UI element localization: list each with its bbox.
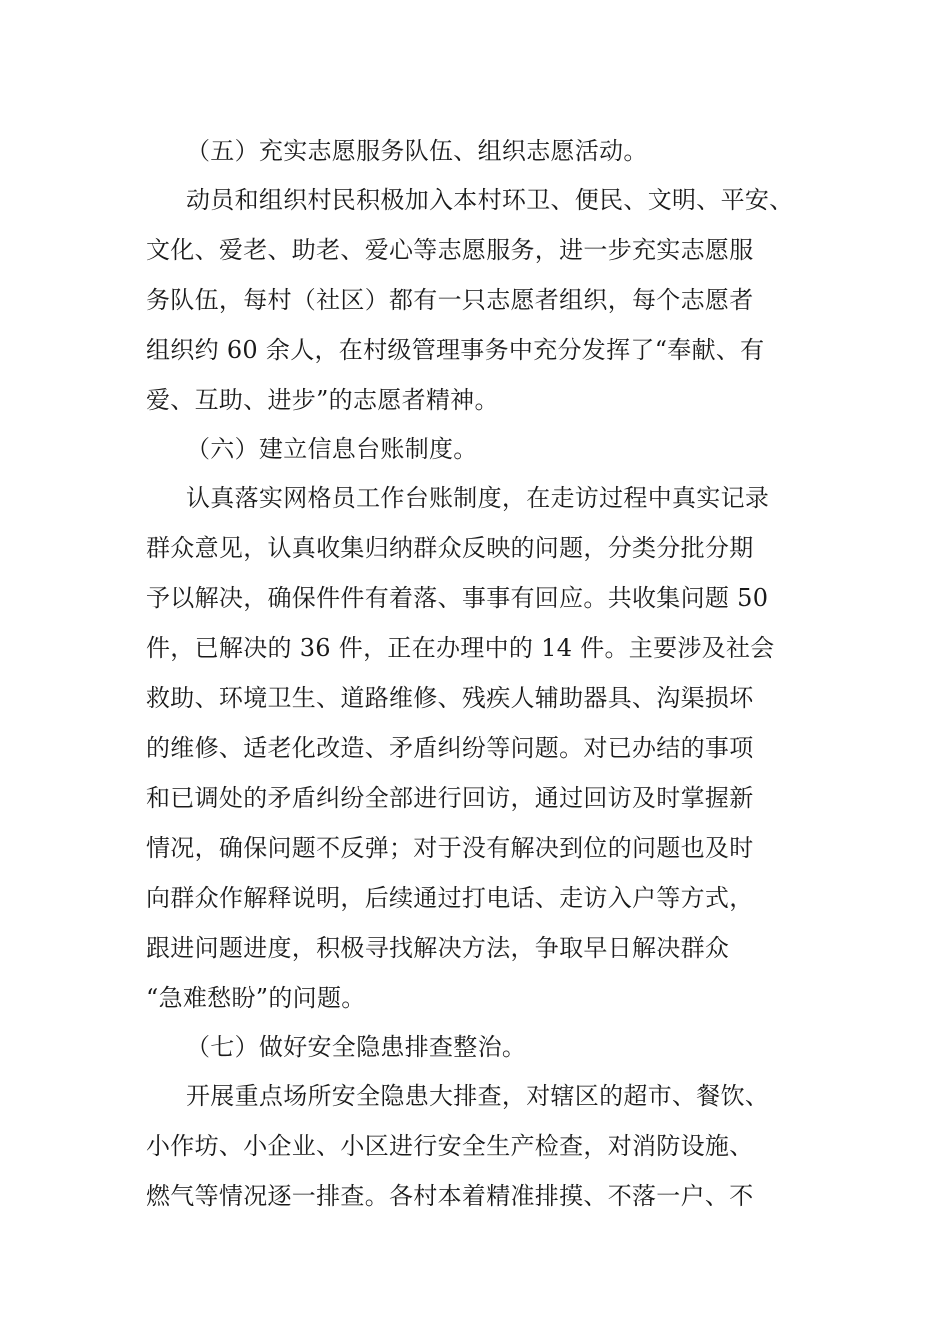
paragraph-line: 救助、环境卫生、道路维修、残疾人辅助器具、沟渠损坏 — [146, 684, 754, 712]
paragraph-line: 件，已解决的 36 件，正在办理中的 14 件。主要涉及社会 — [146, 634, 775, 662]
paragraph-line: 群众意见，认真收集归纳群众反映的问题，分类分批分期 — [146, 534, 754, 562]
paragraph-line: 爱、互助、进步”的志愿者精神。 — [146, 386, 499, 414]
paragraph-line: 向群众作解释说明，后续通过打电话、走访入户等方式， — [146, 884, 754, 912]
paragraph-line: 情况，确保问题不反弹；对于没有解决到位的问题也及时 — [146, 834, 754, 862]
section-heading-7: （七）做好安全隐患排查整治。 — [186, 1033, 527, 1061]
paragraph-line: 认真落实网格员工作台账制度，在走访过程中真实记录 — [186, 484, 770, 512]
paragraph-line: 组织约 60 余人，在村级管理事务中充分发挥了“奉献、有 — [146, 336, 765, 364]
paragraph-line: 予以解决，确保件件有着落、事事有回应。共收集问题 50 — [146, 584, 769, 612]
section-heading-5: （五）充实志愿服务队伍、组织志愿活动。 — [186, 137, 648, 165]
paragraph-line: 燃气等情况逐一排查。各村本着精准排摸、不落一户、不 — [146, 1182, 754, 1210]
paragraph-line: 开展重点场所安全隐患大排查，对辖区的超市、餐饮、 — [186, 1082, 770, 1110]
paragraph-line: 文化、爱老、助老、爱心等志愿服务，进一步充实志愿服 — [146, 236, 754, 264]
paragraph-line: 动员和组织村民积极加入本村环卫、便民、文明、平安、 — [186, 186, 794, 214]
paragraph-line: 跟进问题进度，积极寻找解决方法，争取早日解决群众 — [146, 934, 730, 962]
paragraph-line: 小作坊、小企业、小区进行安全生产检查，对消防设施、 — [146, 1132, 754, 1160]
paragraph-line: “急难愁盼”的问题。 — [146, 984, 366, 1012]
paragraph-line: 和已调处的矛盾纠纷全部进行回访，通过回访及时掌握新 — [146, 784, 754, 812]
section-heading-6: （六）建立信息台账制度。 — [186, 435, 478, 463]
paragraph-line: 务队伍，每村（社区）都有一只志愿者组织，每个志愿者 — [146, 286, 754, 314]
paragraph-line: 的维修、适老化改造、矛盾纠纷等问题。对已办结的事项 — [146, 734, 754, 762]
